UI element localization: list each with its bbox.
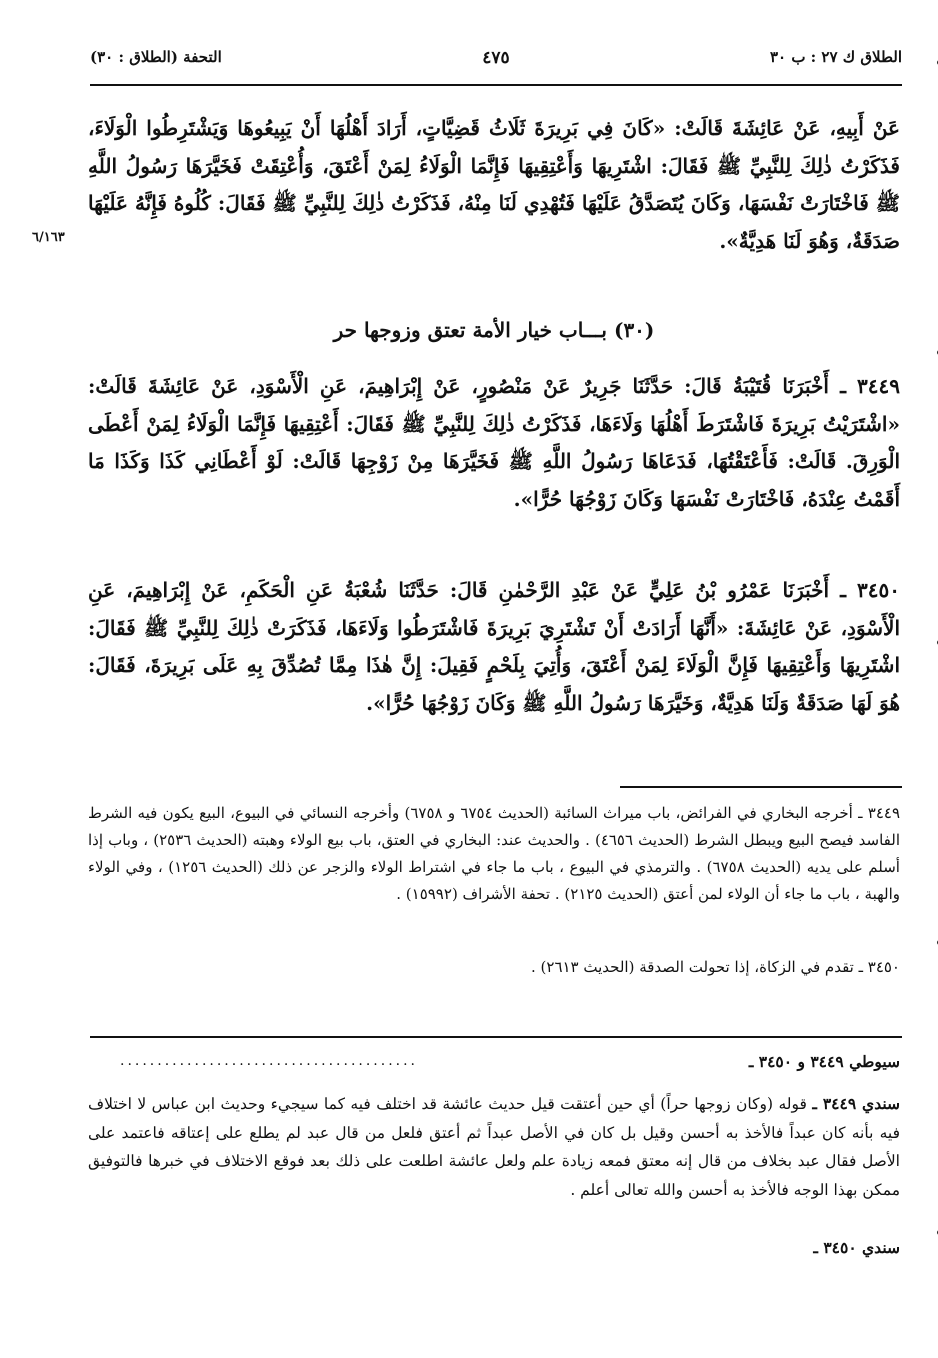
- suyuti-dots: ........................................: [120, 1053, 419, 1069]
- header-rule: [90, 84, 902, 86]
- page-header: [90, 48, 902, 78]
- commentary-separator: [90, 1036, 902, 1038]
- footnote-3450: ٣٤٥٠ ـ تقدم في الزكاة، إذا تحولت الصدقة (الحديث ٢٦١٣) .: [531, 958, 900, 976]
- sindi-label-3450: سندي ٣٤٥٠ ـ: [813, 1238, 900, 1257]
- hadith-3450: ٣٤٥٠ ـ أَخْبَرَنَا عَمْرُو بْنُ عَلِيٍّ عَنْ عَبْدِ الرَّحْمٰنِ قَالَ: حَدَّثَنَا شُعْبَةُ عَنِ الْحَكَمِ، عَنْ إِبْرَاهِيمَ، عَنِ الْأَسْوَدِ، عَنْ عَائِشَةَ: «أَنَّهَا أَرَادَتْ أَنْ تَشْتَرِيَ بَرِيرَةَ فَاشْتَرَطُوا وَلَاءَهَا، فَذَكَرَتْ ذٰلِكَ لِلنَّبِيِّ ﷺ فَقَالَ: اشْتَرِيهَا وَأَعْتِقِيهَا فَإِنَّ الْوَلَاءَ لِمَنْ أَعْتَقَ، وَأُتِيَ بِلَحْمٍ فَقِيلَ: إِنَّ هٰذَا مِمَّا تُصُدِّقَ بِهِ عَلَى بَرِيرَةَ، فَقَالَ: هُوَ لَهَا صَدَقَةٌ وَلَنَا هَدِيَّةٌ، وَخَيَّرَهَا رَسُولُ اللَّهِ ﷺ وَكَانَ زَوْجُهَا حُرًّا».: [88, 578, 900, 715]
- header-chapter-ref: الطلاق ك ٢٧ : ب ٣٠: [769, 48, 902, 66]
- intro-paragraph: عَنْ أَبِيهِ، عَنْ عَائِشَةَ قَالَتْ: «كَانَ فِي بَرِيرَةَ ثَلَاثُ قَضِيَّاتٍ، أَرَادَ أَهْلُهَا أَنْ يَبِيعُوهَا وَيَشْتَرِطُوا الْوَلَاءَ، فَذَكَرْتُ ذٰلِكَ لِلنَّبِيِّ ﷺ فَقَالَ: اشْتَرِيهَا وَأَعْتِقِيهَا فَإِنَّمَا الْوَلَاءُ لِمَنْ أَعْتَقَ، وَأُعْتِقَتْ فَخَيَّرَهَا رَسُولُ اللَّهِ ﷺ فَاخْتَارَتْ نَفْسَهَا، وَكَانَ يُتَصَدَّقُ عَلَيْهَا فَتُهْدِي لَنَا مِنْهُ، فَذَكَرْتُ ذٰلِكَ لِلنَّبِيِّ ﷺ فَقَالَ: كُلُوهُ فَإِنَّهُ عَلَيْهَا صَدَقَةٌ، وَهُوَ لَنَا هَدِيَّةٌ».: [88, 116, 900, 253]
- sindi-text-3449: قوله (وكان زوجها حراً) أي حين أعتقت قيل حديث عائشة قد اختلف فيه كما سيجيء وحديث ابن عباس لا اختلاف فيه بأنه كان عبداً فالأخذ به أحسن وقيل بل كان في الأصل عبداً ثم أعتق فلعل من قال عبد لم يطلع على إعتاقه فاعتمد على الأصل فقال عبد بخلاف من قال إنه معتق فمعه زيادة علم ولعل عائشة اطلعت على ذلك بعد فوقع الاختلاف في خبرها فالتوفيق ممكن بهذا الوجه فالأخذ به أحسن والله تعالى أعلم .: [88, 1095, 900, 1199]
- sindi-note-3450: [88, 1234, 900, 1263]
- margin-reference: ٦/١٦٣: [32, 230, 65, 245]
- footnote-separator: [620, 786, 902, 788]
- hadith-3449: ٣٤٤٩ ـ أَخْبَرَنَا قُتَيْبَةُ قَالَ: حَدَّثَنَا جَرِيرٌ عَنْ مَنْصُورٍ، عَنْ إِبْرَاهِيمَ، عَنِ الْأَسْوَدِ، عَنْ عَائِشَةَ قَالَتْ: «اشْتَرَيْتُ بَرِيرَةَ فَاشْتَرَطَ أَهْلُهَا وَلَاءَهَا، فَذَكَرْتُ ذٰلِكَ لِلنَّبِيِّ ﷺ فَقَالَ: أَعْتِقِيهَا فَإِنَّمَا الْوَلَاءُ لِمَنْ أَعْطَى الْوَرِقَ. قَالَتْ: فَأَعْتَقْتُهَا، فَدَعَاهَا رَسُولُ اللَّهِ ﷺ فَخَيَّرَهَا مِنْ زَوْجِهَا قَالَتْ: لَوْ أَعْطَانِي كَذَا وَكَذَا مَا أَقَمْتُ عِنْدَهُ، فَاخْتَارَتْ نَفْسَهَا وَكَانَ زَوْجُهَا حُرًّا».: [88, 374, 901, 511]
- sindi-note-3449: [88, 1090, 900, 1230]
- page-number: ٤٧٥: [482, 48, 510, 68]
- sindi-label-3449: سندي ٣٤٤٩ ـ: [812, 1094, 900, 1113]
- suyuti-label: سيوطي ٣٤٤٩ و ٣٤٥٠ ـ: [748, 1052, 900, 1071]
- chapter-heading: (٣٠) بـــاب خيار الأمة تعتق وزوجها حر: [333, 318, 655, 342]
- header-tuhfa-ref: التحفة (الطلاق : ٣٠): [90, 48, 222, 66]
- footnote-3449: ٣٤٤٩ ـ أخرجه البخاري في الفرائض، باب ميراث السائبة (الحديث ٦٧٥٤ و ٦٧٥٨) وأخرجه النسائي في البيوع، البيع يكون فيه الشرط الفاسد فيصح البيع ويبطل الشرط (الحديث ٤٦٥٦) . والحديث عند: البخاري في العتق، باب بيع الولاء وهبته (الحديث ٢٥٣٦) ، وباب إذا أسلم على يديه (الحديث ٦٧٥٨) . والترمذي في البيوع ، باب ما جاء في اشتراط الولاء والزجر عن ذلك (الحديث ١٢٥٦) ، وفي الولاء والهبة ، باب ما جاء أن الولاء لمن أعتق (الحديث ٢١٢٥) . تحفة الأشراف (١٥٩٩٢) .: [88, 804, 901, 903]
